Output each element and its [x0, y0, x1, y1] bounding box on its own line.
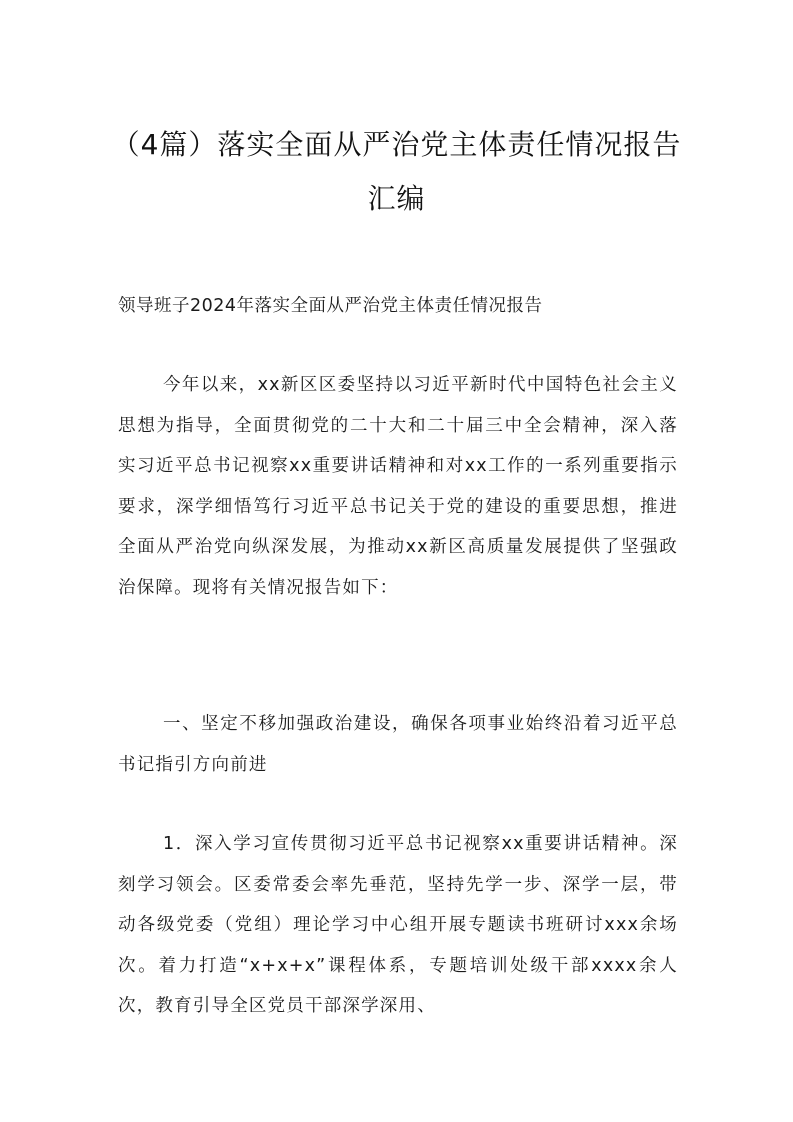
subsection-paragraph-1: 1．深入学习宣传贯彻习近平总书记视察xx重要讲话精神。深刻学习领会。区委常委会率先垂范，坚持先学一步、深学一层，带动各级党委（党组）理论学习中心组开展专题读书班研讨xxx余场次。着力打造“x+x+x”课程体系，专题培训处级干部xxxx余人次，教育引导全区党员干部深学深用、	[118, 834, 678, 1017]
document-title: （4篇）落实全面从严治党主体责任情况报告汇编	[111, 128, 682, 215]
intro-paragraph: 今年以来，xx新区区委坚持以习近平新时代中国特色社会主义思想为指导，全面贯彻党的二十大和二十届三中全会精神，深入落实习近平总书记视察xx重要讲话精神和对xx工作的一系列重要指示要求，深学细悟笃行习近平总书记关于党的建设的重要思想，推进全面从严治党向纵深发展，为推动xx新区高质量发展提供了坚强政治保障。现将有关情况报告如下：	[118, 375, 678, 598]
report-subtitle: 领导班子2024年落实全面从严治党主体责任情况报告	[118, 296, 543, 316]
section-heading-1: 一、坚定不移加强政治建设，确保各项事业始终沿着习近平总书记指引方向前进	[118, 714, 678, 775]
